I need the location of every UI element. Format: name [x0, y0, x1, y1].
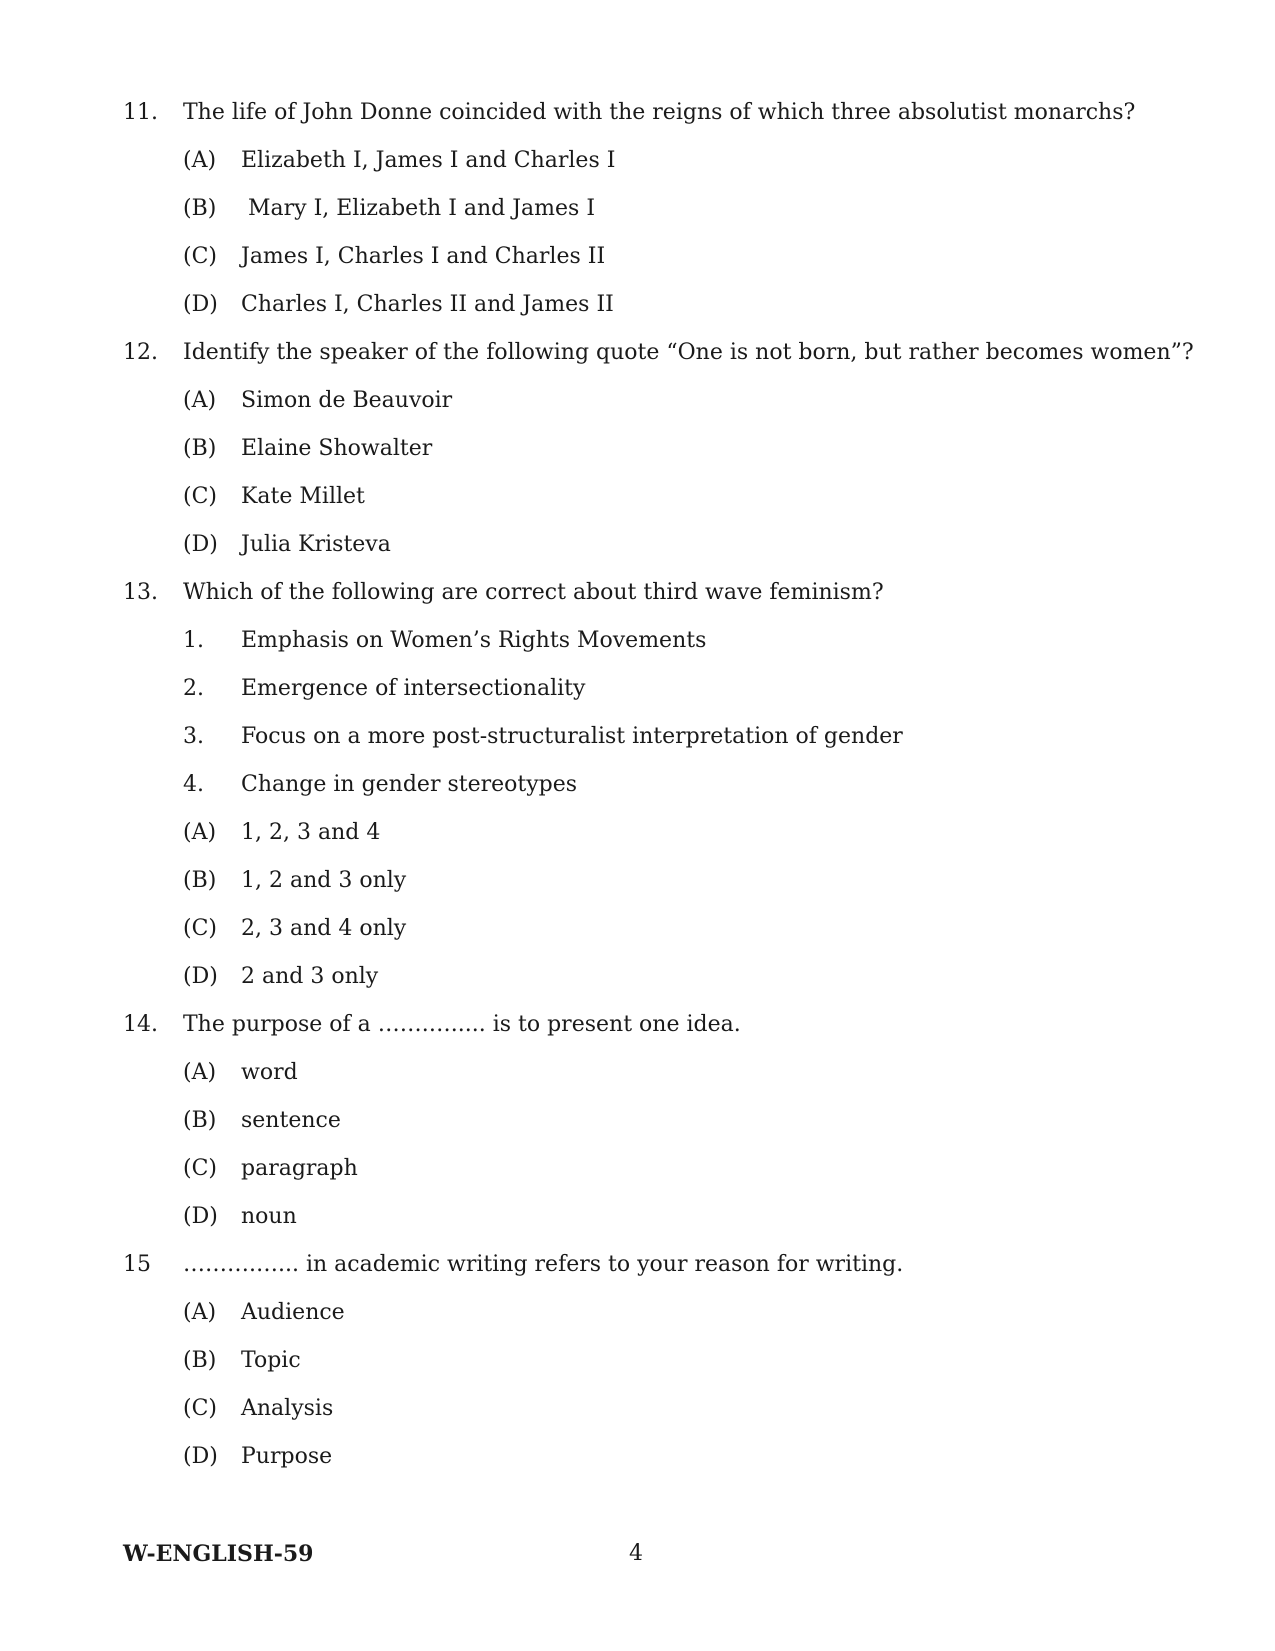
question-text: ……….…... in academic writing refers to your reason for writing.	[183, 1252, 904, 1277]
option-label: (D)	[183, 964, 218, 989]
option-text: noun	[241, 1204, 297, 1229]
option-text: Julia Kristeva	[241, 532, 391, 557]
option-label: (A)	[183, 388, 217, 413]
question-text: Which of the following are correct about third wave feminism?	[183, 580, 884, 605]
option-label: (B)	[183, 868, 217, 893]
question-number: 12.	[123, 340, 158, 365]
paper-code: W-ENGLISH-59	[123, 1541, 314, 1567]
question-number: 14.	[123, 1012, 158, 1037]
question-number: 15	[123, 1252, 151, 1277]
option-label: (C)	[183, 484, 217, 509]
option-label: (A)	[183, 1300, 217, 1325]
option-text: Audience	[241, 1300, 345, 1325]
option-label: (C)	[183, 916, 217, 941]
option-text: Simon de Beauvoir	[241, 388, 453, 413]
option-text: 2, 3 and 4 only	[241, 916, 407, 941]
option-text: 1, 2 and 3 only	[241, 868, 407, 893]
option-text: 1, 2, 3 and 4	[241, 820, 381, 845]
option-text: Charles I, Charles II and James II	[241, 292, 614, 317]
option-label: (A)	[183, 1060, 217, 1085]
question-number: 11.	[123, 100, 158, 125]
statement-label: 4.	[183, 772, 204, 797]
statement-text: Focus on a more post-structuralist interpretation of gender	[241, 724, 903, 749]
statement-label: 1.	[183, 628, 204, 653]
option-text: Elaine Showalter	[241, 436, 433, 461]
question-number: 13.	[123, 580, 158, 605]
option-label: (D)	[183, 292, 218, 317]
option-label: (D)	[183, 1204, 218, 1229]
option-text: 2 and 3 only	[241, 964, 379, 989]
option-text: Mary I, Elizabeth I and James I	[241, 196, 596, 221]
option-text: Kate Millet	[241, 484, 365, 509]
option-text: paragraph	[241, 1156, 358, 1181]
option-label: (B)	[183, 436, 217, 461]
option-text: Analysis	[241, 1396, 334, 1421]
statement-label: 2.	[183, 676, 204, 701]
option-text: Topic	[241, 1348, 301, 1373]
statement-text: Emphasis on Women’s Rights Movements	[241, 628, 707, 653]
option-label: (A)	[183, 820, 217, 845]
option-label: (C)	[183, 1156, 217, 1181]
statement-text: Emergence of intersectionality	[241, 676, 586, 701]
option-text: Purpose	[241, 1444, 333, 1469]
option-text: word	[241, 1060, 298, 1085]
question-text: The purpose of a …….…..... is to present one idea.	[183, 1012, 741, 1037]
page-number: 4	[629, 1541, 643, 1566]
statement-label: 3.	[183, 724, 204, 749]
option-label: (C)	[183, 244, 217, 269]
option-label: (C)	[183, 1396, 217, 1421]
option-label: (B)	[183, 1108, 217, 1133]
question-text: The life of John Donne coincided with the reigns of which three absolutist monarchs?	[183, 100, 1136, 125]
question-text: Identify the speaker of the following quote “One is not born, but rather becomes women”?	[183, 340, 1194, 365]
option-label: (B)	[183, 1348, 217, 1373]
option-label: (A)	[183, 148, 217, 173]
option-label: (D)	[183, 1444, 218, 1469]
option-text: James I, Charles I and Charles II	[241, 244, 606, 269]
option-text: Elizabeth I, James I and Charles I	[241, 148, 616, 173]
option-label: (D)	[183, 532, 218, 557]
option-text: sentence	[241, 1108, 341, 1133]
option-label: (B)	[183, 196, 217, 221]
statement-text: Change in gender stereotypes	[241, 772, 578, 797]
